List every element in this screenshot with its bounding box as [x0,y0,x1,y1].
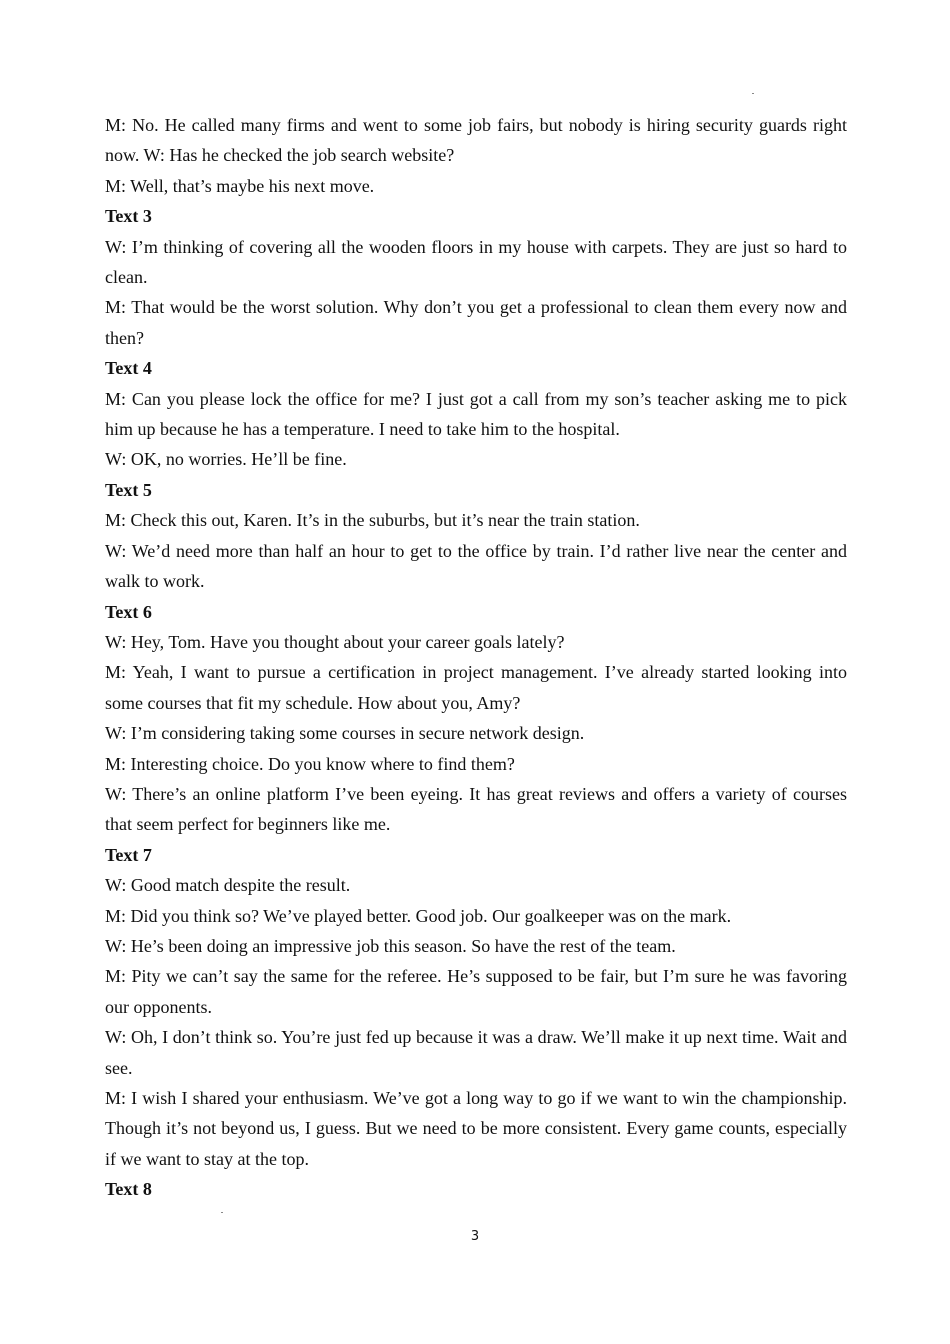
section-heading: Text 4 [105,358,152,379]
scan-speck [221,1212,223,1213]
section-heading: Text 6 [105,601,152,622]
section-heading: Text 3 [105,206,152,227]
section-heading: Text 7 [105,844,152,865]
dialogue-line: W: He’s been doing an impressive job this season. So have the rest of the team. [105,935,676,956]
dialogue-line: W: Hey, Tom. Have you thought about your career goals lately? [105,631,565,652]
dialogue-line: W: OK, no worries. He’ll be fine. [105,449,347,470]
dialogue-line: W: Good match despite the result. [105,875,351,896]
dialogue-line: M: Pity we can’t say the same for the referee. He’s supposed to be fair, but I’m sure he was favoring our opponents. [105,966,847,1017]
dialogue-line: W: I’m thinking of covering all the wooden floors in my house with carpets. They are just so hard to clean. [105,236,847,288]
dialogue-line: W: We’d need more than half an hour to get to the office by train. I’d rather live near the center and walk to work. [105,540,847,592]
dialogue-line: M: That would be the worst solution. Why don’t you get a professional to clean them every now and then? [105,297,847,348]
transcript-body [105,110,847,1205]
section-heading: Text 8 [105,1179,152,1200]
dialogue-line: W: I’m considering taking some courses in secure network design. [105,723,585,744]
scan-speck [752,93,754,94]
dialogue-line: M: Check this out, Karen. It’s in the suburbs, but it’s near the train station. [105,510,640,531]
dialogue-line: M: Can you please lock the office for me? I just got a call from my son’s teacher asking me to pick him up because he has a temperature. I need to take him to the hospital. [105,388,847,440]
dialogue-line: M: Yeah, I want to pursue a certification in project management. I’ve already started looking into some courses that fit my schedule. How about you, Amy? [105,662,847,713]
dialogue-line: M: Did you think so? We’ve played better. Good job. Our goalkeeper was on the mark. [105,905,732,926]
dialogue-line: M: Interesting choice. Do you know where to find them? [105,753,515,774]
dialogue-line: W: Oh, I don’t think so. You’re just fed up because it was a draw. We’ll make it up next time. Wait and see. [105,1027,847,1078]
dialogue-line: W: There’s an online platform I’ve been eyeing. It has great reviews and offers a variety of courses that seem perfect for beginners like me. [105,783,847,835]
dialogue-line: M: Well, that’s maybe his next move. [105,175,375,196]
section-heading: Text 5 [105,479,152,500]
dialogue-line: M: I wish I shared your enthusiasm. We’ve got a long way to go if we want to win the championship. Though it’s not beyond us, I guess. But we need to be more consistent. Every game counts, especially if we want to stay at the top. [105,1088,847,1169]
page-number: 3 [470,1229,480,1244]
dialogue-line: M: No. He called many firms and went to some job fairs, but nobody is hiring security guards right now. W: Has he checked the job search website? [105,115,847,166]
